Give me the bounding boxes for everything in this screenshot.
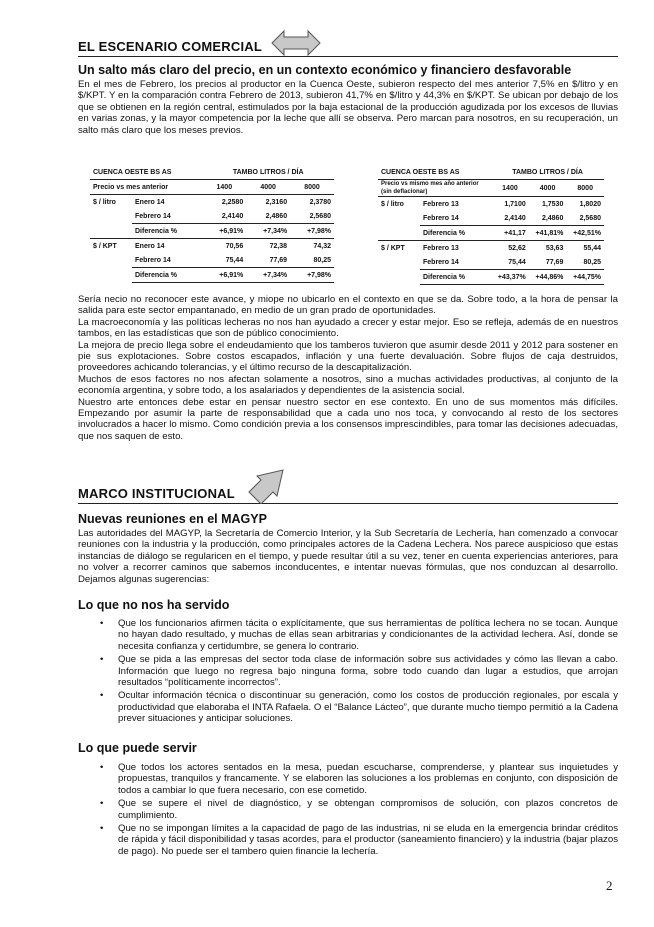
section-subtitle: Nuevas reuniones en el MAGYP (78, 512, 267, 526)
list-item (100, 690, 618, 724)
table-cell: +42,51% (566, 226, 604, 241)
table-title: CUENCA OESTE BS AS (90, 165, 202, 180)
list-item (100, 654, 618, 688)
double-arrow-icon (270, 28, 322, 58)
list-title: Lo que no nos ha servido (78, 598, 230, 612)
row-label: Febrero 13 (420, 241, 491, 256)
list-item-text: Que no se impongan límites a la capacidad de pago de las industrias, ni se eluda en la emergencia brindar créditos de rápida y fácil disponibilidad y tasas acordes, para el productor (saneamiento financiero) y la industria (bajar plazos de pago). No puede ser el tambero quien financie la lechería. (118, 823, 618, 857)
row-group-spacer (378, 255, 420, 270)
list-item-text: Ocultar información técnica o discontinuar su generación, como los costos de producción regionales, por escala y productividad que elaboraba el INTA Rafaela. O el “Balance Lácteo”, que durante mucho tiempo permitió a la Cadena prever situaciones y anticipar soluciones. (118, 690, 618, 725)
table-cell: 1,8020 (566, 197, 604, 212)
table-cell: 75,44 (508, 258, 526, 266)
table-cell: +7,98% (290, 224, 334, 239)
row-label: Febrero 14 (423, 258, 459, 266)
row-group-spacer (90, 268, 132, 283)
table-title: CUENCA OESTE BS AS (378, 165, 491, 180)
row-label: Febrero 13 (420, 197, 491, 212)
table-cell: +44,86% (529, 270, 567, 285)
paragraph: Las autoridades del MAGYP, la Secretaría de Comercio Interior, y la Sub Secretaría de Lechería, han comenzado a convocar reuniones con la industria y la producción, como principales actores de la Cadena Lechera. Nos parece auspicioso que estas instancias de diálogo se regularicen en el tiempo, y puede resultar útil a su vez, tener en cuenta experiencias anteriores, para no volver a recorrer caminos que sabemos inconducentes, e intentar nuevas fórmulas, que nos conduzcan al desarrollo. Dejamos algunas sugerencias: (78, 528, 618, 585)
table-cell: 55,44 (566, 241, 604, 256)
bullet-icon: • (100, 762, 104, 773)
paragraph: Sería necio no reconocer este avance, y miope no ubicarlo en el contexto en que se da. Sobre todo, a la hora de pensar la salida para este sector empantanado, en medio de un gran prado de oportunidades. (78, 294, 618, 317)
list-item-text: Que todos los actores sentados en la mesa, puedan escucharse, comprenderse, y plantear sus inquietudes y propuestas, tranquilos y francamente. Y se elaboren las soluciones a los problemas en conjunto, con disposición de todos a cambiar lo que fuera necesario, con ese cometido. (118, 762, 618, 796)
row-label: Febrero 14 (135, 256, 171, 264)
column-header: 4000 (260, 183, 276, 191)
table-group-header: TAMBO LITROS / DÍA (491, 165, 604, 180)
row-group-label: $ / litro (378, 197, 420, 212)
table-row (378, 211, 604, 226)
row-group-label: $ / KPT (378, 241, 420, 256)
table-cell: 2,5680 (309, 212, 331, 220)
row-label: Febrero 14 (423, 214, 459, 222)
table-cell: 77,69 (545, 258, 564, 266)
price-table-year (378, 165, 604, 285)
paragraph: En el mes de Febrero, los precios al productor en la Cuenca Oeste, subieron respecto del mes anterior 7,5% en $/litro y en $/KPT. Y en la comparación contra Febrero de 2013, subieron 41,7% en $/litro y 44,3% en $/KPT. Se ubican por debajo de los que se obtienen en la región central, estimulados por la baja estacional de la producción agudizada por los excesos de lluvias en varias zonas, y la mayor competencia por la leche que allí se observa. Pero marcan para nosotros, en su recuperación, un salto más claro que los meses previos. (78, 79, 618, 136)
table-row (378, 255, 604, 270)
table-cell: +6,91% (202, 268, 246, 283)
column-header: 8000 (304, 183, 320, 191)
table-row (378, 270, 604, 285)
row-label: Febrero 14 (135, 212, 171, 220)
bullet-icon: • (100, 823, 104, 835)
section-title: MARCO INSTITUCIONAL (78, 486, 235, 501)
row-group-spacer (90, 209, 132, 224)
table-subtitle: Precio vs mismo mes año anterior (sin deflacionar) (381, 181, 479, 195)
paragraph: Muchos de esos factores no nos afectan solamente a nosotros, sino a muchas actividades productivas, al conjunto de la economía argentina, y sobre todo, a los asalariados y dependientes de la asistencia social. (78, 373, 618, 397)
section-body (78, 294, 618, 442)
table-cell: +7,34% (246, 224, 290, 239)
row-group-label: $ / litro (90, 195, 132, 210)
paragraph: La mejora de precio llega sobre el endeudamiento que los tamberos tuvieron que asumir desde 2011 y 2012 para sostener en pie sus explotaciones. Sobre costos escapados, inflación y una fuerte devaluación. Sobre flujos de caja destruidos, proveedores achicando tolerancias, y el último recurso de la descapitalización. (78, 339, 618, 374)
table-cell: 2,3160 (246, 195, 290, 210)
column-header: 8000 (577, 184, 593, 192)
table-cell: +7,34% (246, 268, 290, 283)
list-item (100, 798, 618, 821)
table-row (90, 195, 334, 210)
table-row (90, 268, 334, 283)
bullet-icon: • (100, 690, 104, 702)
table-cell: 74,32 (290, 239, 334, 254)
paragraph: Nuestro arte entonces debe estar en pensar nuestro sector en ese contexto. En uno de sus momentos más difíciles. Empezando por asumir la parte de responsabilidad que a cada uno nos toca, y convocando al resto de los sectores involucrados a hacer lo mismo. Como condición previa a los consensos imprescindibles, para tomar las decisiones adecuadas, que nos saquen de esto. (78, 396, 618, 442)
table-cell: 2,4860 (541, 214, 564, 222)
table-row (90, 253, 334, 268)
table-row (378, 226, 604, 241)
list-item-text: Que los funcionarios afirmen tácita o explícitamente, que sus herramientas de política lechera no se tocan. Aunque no hayan dado resultado, y muchas de ellas sean arbitrarias y condicionantes de la actividad lechera. Así, donde se necesita confianza y certidumbre, se genera lo contrario. (118, 618, 618, 652)
table-row (378, 197, 604, 212)
table-row (90, 224, 334, 239)
table-cell: 80,25 (313, 256, 331, 264)
list-item (100, 762, 618, 796)
section-header-marco (78, 483, 618, 504)
table-cell: +41,17 (491, 226, 529, 241)
table-cell: 80,25 (583, 258, 601, 266)
row-label: Enero 14 (132, 195, 202, 210)
section-header-escenario (78, 36, 618, 57)
row-group-spacer (378, 270, 420, 285)
table-cell: 1,7530 (529, 197, 567, 212)
row-group-spacer (90, 253, 132, 268)
table-cell: +43,37% (491, 270, 529, 285)
row-group-label: $ / KPT (90, 239, 132, 254)
table-cell: +44,75% (566, 270, 604, 285)
column-header: 1400 (502, 184, 518, 192)
section-subtitle: Un salto más claro del precio, en un contexto económico y financiero desfavorable (78, 63, 572, 77)
section-title: EL ESCENARIO COMERCIAL (78, 39, 263, 54)
bullet-icon: • (100, 618, 104, 629)
table-cell: 53,63 (529, 241, 567, 256)
row-label: Enero 14 (132, 239, 202, 254)
table-cell: 2,2580 (202, 195, 246, 210)
table-row (90, 209, 334, 224)
bullet-icon: • (100, 798, 104, 810)
list-item-text: Que se supere el nivel de diagnóstico, y se obtengan compromisos de solución, con plazos concretos de cumplimiento. (118, 798, 618, 821)
table-cell: 2,5680 (579, 214, 601, 222)
list-item (100, 823, 618, 857)
table-cell: 2,4140 (504, 214, 526, 222)
table-cell: +41,81% (529, 226, 567, 241)
bullet-icon: • (100, 654, 104, 666)
price-table-month (90, 165, 334, 283)
table-cell: 72,38 (246, 239, 290, 254)
table-cell: 2,4140 (221, 212, 244, 220)
table-cell: +6,91% (202, 224, 246, 239)
down-arrow-icon (247, 466, 291, 504)
row-label: Diferencia % (132, 224, 202, 239)
table-cell: 52,62 (491, 241, 529, 256)
table-cell: 1,7100 (491, 197, 529, 212)
table-cell: 77,69 (269, 256, 288, 264)
column-header: 1400 (216, 183, 233, 191)
table-cell: 70,56 (202, 239, 246, 254)
list-item (100, 618, 618, 652)
page-number: 2 (606, 878, 613, 893)
table-cell: 2,3780 (290, 195, 334, 210)
table-row (90, 239, 334, 254)
row-label: Diferencia % (132, 268, 202, 283)
intro-paragraph (78, 528, 618, 585)
list-item-text: Que se pida a las empresas del sector toda clase de información sobre sus actividades y cómo las llevan a cabo. Información que luego no regresa bajo ninguna forma, sobre todo cuando dan lugar a estudios, que arrojan resultados “políticamente incorrectos”. (118, 654, 618, 689)
column-header: 4000 (539, 184, 556, 192)
table-cell: +7,98% (290, 268, 334, 283)
table-cell: 75,44 (225, 256, 244, 264)
bullet-list-useful (100, 762, 618, 859)
row-group-spacer (90, 224, 132, 239)
table-group-header: TAMBO LITROS / DÍA (202, 165, 334, 180)
list-title: Lo que puede servir (78, 741, 197, 755)
row-label: Diferencia % (420, 270, 491, 285)
bullet-list-not-useful (100, 618, 618, 727)
table-subtitle: Precio vs mes anterior (93, 183, 169, 191)
row-group-spacer (378, 226, 420, 241)
paragraph: La macroeconomía y las políticas lecheras no nos han ayudado a crecer y estar mejor. Eso se refleja, además de en nuestros tambos, en las estadísticas que son de público conocimiento. (78, 316, 618, 340)
table-cell: 2,4860 (265, 212, 288, 220)
row-label: Diferencia % (420, 226, 491, 241)
intro-paragraph (78, 79, 618, 136)
table-row (378, 241, 604, 256)
row-group-spacer (378, 211, 420, 226)
